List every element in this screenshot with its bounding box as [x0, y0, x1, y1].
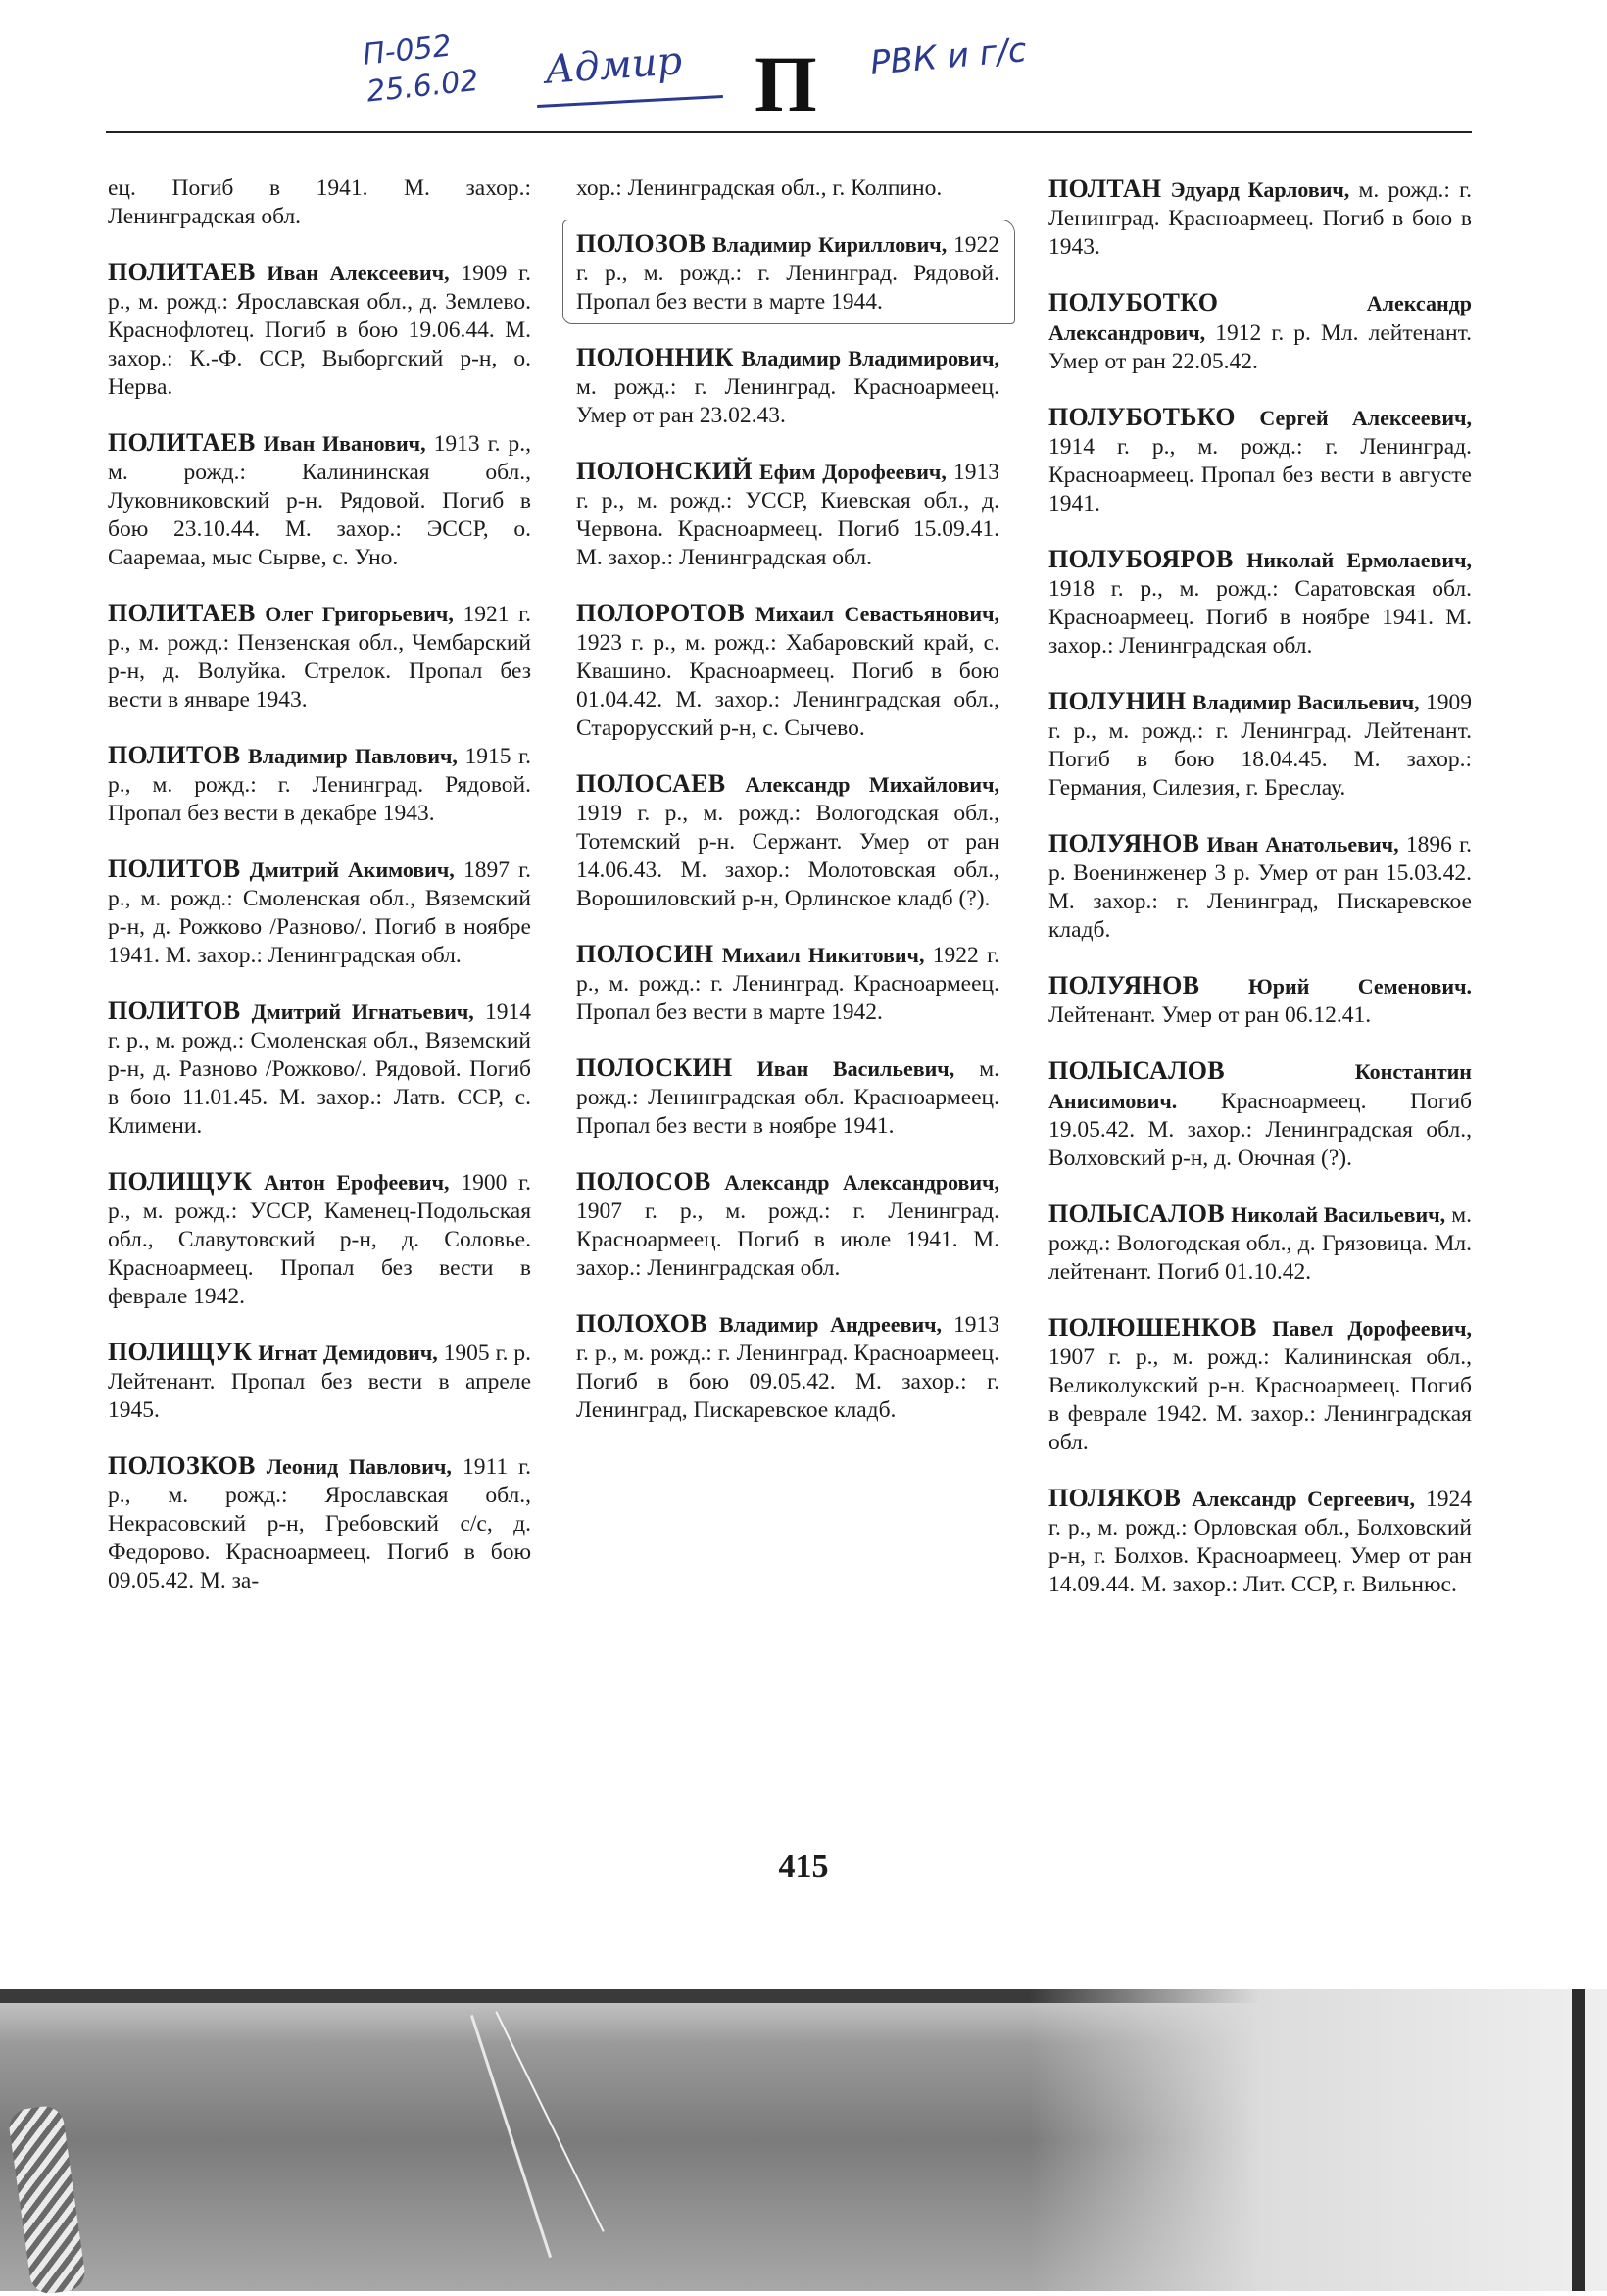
text-column-1 [108, 174, 531, 1622]
entry-text: 1921 г. р., м. рожд.: Пензенская обл., Чембарский р-н, д. Волуйка. Стрелок. Пропал без вести в январе 1943. [108, 602, 531, 712]
entry-given-names: Иван Васильевич, [756, 1056, 955, 1081]
entry-surname: ПОЛИТАЕВ [108, 258, 256, 286]
entry-surname: ПОЛОСКИН [576, 1053, 733, 1082]
entry-text: хор.: Ленинградская обл., г. Колпино. [576, 175, 943, 201]
entry [108, 997, 531, 1141]
entry-given-names: Александр Александрович, [724, 1170, 1000, 1195]
entry [576, 940, 999, 1027]
entry [1048, 829, 1472, 945]
entry-surname: ПОЛОЗОВ [576, 229, 706, 258]
entry [576, 229, 999, 317]
entry [1048, 687, 1472, 803]
entry-surname: ПОЛУНИН [1048, 687, 1187, 715]
entry-given-names: Леонид Павлович, [266, 1454, 452, 1479]
entry-continuation [108, 174, 531, 231]
entry-text: 1905 г. р. Лейтенант. Пропал без вести в апреле 1945. [108, 1341, 532, 1423]
entry [1048, 288, 1472, 376]
entry [1048, 1199, 1472, 1287]
entry-given-names: Дмитрий Акимович, [249, 857, 455, 882]
signature-underline [537, 95, 723, 108]
entry-surname: ПОЛИТОВ [108, 741, 241, 769]
entry-surname: ПОЛИТАЕВ [108, 599, 256, 627]
text-column-2 [576, 174, 999, 1451]
entry [108, 1451, 531, 1595]
entry-text: Лейтенант. Умер от ран 06.12.41. [1048, 1002, 1372, 1028]
entry [1048, 545, 1472, 660]
entry-given-names: Владимир Владимирович, [741, 346, 999, 370]
entry-surname: ПОЛУЯНОВ [1048, 829, 1200, 857]
entry [1048, 174, 1472, 262]
entry-surname: ПОЛОНСКИЙ [576, 457, 753, 485]
entry [576, 343, 999, 430]
entry-surname: ПОЛОРОТОВ [576, 599, 745, 627]
entry [108, 741, 531, 828]
entry-surname: ПОЛЯКОВ [1048, 1484, 1182, 1512]
entry-text: 1907 г. р., м. рожд.: Калининская обл., Великолукский р-н. Красноармеец. Погиб в феврале 1942. М. захор.: Ленинградская обл. [1048, 1344, 1472, 1455]
entry-given-names: Павел Дорофеевич, [1272, 1316, 1473, 1341]
entry-surname: ПОЛЮШЕНКОВ [1048, 1313, 1257, 1342]
entry-text: 1919 г. р., м. рожд.: Вологодская обл., Тотемский р-н. Сержант. Умер от ран 14.06.43. М. захор.: Молотовская обл., Ворошиловский р-н, Орлинское кладб (?). [576, 801, 999, 911]
entry [576, 457, 999, 572]
entry-given-names: Иван Иванович, [263, 431, 426, 456]
entry [108, 258, 531, 402]
entry-text: Красноармеец. Погиб 19.05.42. М. захор.: Ленинградская обл., Волховский р-н, д. Оючная (?). [1048, 1089, 1472, 1171]
entry-surname: ПОЛИЩУК [108, 1167, 253, 1196]
handwritten-signature: Адмир [543, 38, 684, 93]
text-column-3 [1048, 174, 1472, 1626]
entry-given-names: Игнат Демидович, [258, 1341, 438, 1365]
entry [576, 1053, 999, 1141]
entry-surname: ПОЛОННИК [576, 343, 734, 371]
entry [1048, 1484, 1472, 1599]
entry-given-names: Владимир Васильевич, [1192, 690, 1420, 714]
entry [108, 599, 531, 714]
entry-given-names: Михаил Никитович, [721, 943, 925, 967]
entry-given-names: Дмитрий Игнатьевич, [251, 1000, 474, 1024]
scanner-background [0, 1989, 1607, 2291]
entry-given-names: Константин Анисимович. [1048, 1059, 1472, 1113]
entry-text: 1918 г. р., м. рожд.: Саратовская обл. Красноармеец. Погиб в ноябре 1941. М. захор.: Ленинградская обл. [1048, 576, 1472, 659]
entry-surname: ПОЛИЩУК [108, 1338, 253, 1366]
scanner-cable [7, 2104, 87, 2296]
entry-text: 1923 г. р., м. рожд.: Хабаровский край, с. Квашино. Красноармеец. Погиб в бою 01.04.42. М. захор.: Ленинградская обл., Старорусский р-н, с. Сычево. [576, 630, 999, 741]
entry-surname: ПОЛУБОТКО [1048, 288, 1219, 317]
entry-text: 1912 г. р. Мл. лейтенант. Умер от ран 22.05.42. [1048, 320, 1473, 374]
entry-text: 1913 г. р., м. рожд.: Калининская обл., Луковниковский р-н. Рядовой. Погиб в бою 23.10.44. М. захор.: ЭССР, о. Сааремаа, мыс Сырве, с. Уно. [108, 431, 531, 570]
section-letter: П [755, 39, 817, 128]
entry-text: 1907 г. р., м. рожд.: г. Ленинград. Красноармеец. Погиб в июле 1941. М. захор.: Ленинградская обл. [576, 1198, 999, 1281]
entry-surname: ПОЛОЗКОВ [108, 1451, 256, 1480]
entry-text: 1896 г. р. Военинженер 3 р. Умер от ран 15.03.42. М. захор.: г. Ленинград, Пискаревское кладб. [1048, 832, 1472, 943]
entry-text: 1911 г. р., м. рожд.: Ярославская обл., Некрасовский р-н, Гребовский с/с, д. Федорово. Красноармеец. Погиб в бою 09.05.42. М. за- [108, 1454, 532, 1593]
entry-text: 1897 г. р., м. рожд.: Смоленская обл., Вяземский р-н, д. Рожково /Разново/. Погиб в ноябре 1941. М. захор.: Ленинградская обл. [108, 857, 532, 968]
entry-given-names: Юрий Семенович. [1248, 974, 1473, 999]
entry-surname: ПОЛОСОВ [576, 1167, 711, 1196]
entry-text: 1909 г. р., м. рожд.: Ярославская обл., д. Землево. Краснофлотец. Погиб в бою 19.06.44. М. захор.: К.-Ф. ССР, Выборгский р-н, о. Нерва. [108, 261, 532, 400]
entry [108, 428, 531, 572]
entry-given-names: Николай Ермолаевич, [1246, 548, 1472, 572]
entry-text: м. рожд.: Вологодская обл., д. Грязовица. Мл. лейтенант. Погиб 01.10.42. [1048, 1202, 1473, 1285]
entry-given-names: Владимир Андреевич, [718, 1312, 943, 1337]
entry-text: 1922 г. р., м. рожд.: г. Ленинград. Красноармеец. Пропал без вести в марте 1942. [576, 943, 999, 1025]
entry-text: 1915 г. р., м. рожд.: г. Ленинград. Рядовой. Пропал без вести в декабре 1943. [108, 744, 532, 826]
entry-surname: ПОЛОСИН [576, 940, 714, 968]
entry-surname: ПОЛИТОВ [108, 855, 241, 883]
entry [108, 1338, 531, 1425]
entry [1048, 971, 1472, 1030]
entry-given-names: Владимир Павлович, [248, 744, 458, 768]
scanner-lid-highlight [1029, 1989, 1607, 2291]
page-number: 415 [778, 1848, 829, 1884]
entry [1048, 1313, 1472, 1457]
entry-given-names: Иван Анатольевич, [1206, 832, 1399, 856]
scanner-crease [470, 2015, 552, 2258]
entry-surname: ПОЛТАН [1048, 174, 1162, 203]
entry-given-names: Владимир Кириллович, [711, 232, 948, 257]
entry-text: 1900 г. р., м. рожд.: УССР, Каменец-Подольская обл., Славутовский р-н, д. Соловье. Красноармеец. Пропал без вести в феврале 1942. [108, 1170, 532, 1309]
entry [576, 1167, 999, 1283]
entry [576, 769, 999, 913]
entry-surname: ПОЛОСАЕВ [576, 769, 726, 798]
entry-text: ец. Погиб в 1941. М. захор.: Ленинградская обл. [108, 175, 531, 229]
header-rule [106, 131, 1472, 133]
entry-text: 1913 г. р., м. рожд.: УССР, Киевская обл., д. Червона. Красноармеец. Погиб 15.09.41. М. захор.: Ленинградская обл. [576, 460, 999, 570]
entry-given-names: Олег Григорьевич, [265, 602, 454, 626]
entry [576, 1309, 999, 1425]
handwritten-note-left [361, 22, 514, 111]
entry-surname: ПОЛЫСАЛОВ [1048, 1199, 1225, 1228]
entry-text: м. рожд.: г. Ленинград. Красноармеец. Погиб в бою в 1943. [1048, 177, 1473, 260]
entry [108, 1167, 531, 1311]
entry-surname: ПОЛИТАЕВ [108, 428, 256, 457]
entry-surname: ПОЛУБОТЬКО [1048, 403, 1236, 431]
entry-continuation [576, 174, 999, 203]
entry-text: 1924 г. р., м. рожд.: Орловская обл., Болховский р-н, г. Болхов. Красноармеец. Умер от ран 14.09.44. М. захор.: Лит. ССР, г. Вильнюс. [1048, 1487, 1472, 1597]
entry-given-names: Антон Ерофеевич, [264, 1170, 450, 1195]
entry-text: 1913 г. р., м. рожд.: г. Ленинград. Красноармеец. Погиб в бою 09.05.42. М. захор.: г. Ленинград, Пискаревское кладб. [576, 1312, 1000, 1423]
entry-text: м. рожд.: г. Ленинград. Красноармеец. Умер от ран 23.02.43. [576, 374, 999, 428]
entry-given-names: Сергей Алексеевич, [1259, 406, 1473, 430]
entry-surname: ПОЛИТОВ [108, 997, 241, 1025]
entry-text: м. рожд.: Ленинградская обл. Красноармеец. Пропал без вести в ноябре 1941. [576, 1056, 999, 1139]
entry-surname: ПОЛОХОВ [576, 1309, 707, 1338]
entry-surname: ПОЛУЯНОВ [1048, 971, 1200, 1000]
entry [108, 855, 531, 970]
entry [576, 599, 999, 743]
entry-text: 1909 г. р., м. рожд.: г. Ленинград. Лейтенант. Погиб в бою 18.04.45. М. захор.: Германия, Силезия, г. Бреслау. [1048, 690, 1472, 801]
handwritten-note-right: РВК и г/с [868, 30, 1029, 83]
entry-given-names: Эдуард Карлович, [1170, 177, 1350, 202]
entry-text: 1914 г. р., м. рожд.: г. Ленинград. Красноармеец. Пропал без вести в августе 1941. [1048, 434, 1472, 516]
page-header [0, 0, 1607, 137]
handwritten-code: П-052 [361, 28, 454, 73]
entry-given-names: Иван Алексеевич, [267, 261, 450, 285]
scanner-crease-2 [495, 2011, 604, 2232]
handwritten-date: 25.6.02 [365, 63, 481, 110]
entry-given-names: Александр Александрович, [1048, 291, 1472, 345]
entry-given-names: Александр Михайлович, [745, 772, 1000, 797]
entry-given-names: Александр Сергеевич, [1192, 1487, 1415, 1511]
entry-text: 1922 г. р., м. рожд.: г. Ленинград. Рядовой. Пропал без вести в марте 1944. [576, 232, 1000, 315]
entry-given-names: Николай Васильевич, [1231, 1202, 1446, 1227]
entry-surname: ПОЛУБОЯРОВ [1048, 545, 1234, 573]
entry [1048, 1056, 1472, 1173]
entry-text: 1914 г. р., м. рожд.: Смоленская обл., Вяземский р-н, д. Разново /Рожково/. Рядовой. Погиб в бою 11.01.45. М. захор.: Латв. ССР, с. Климени. [108, 1000, 531, 1139]
entry [1048, 403, 1472, 518]
entry-surname: ПОЛЫСАЛОВ [1048, 1056, 1225, 1085]
scanner-edge [1572, 1989, 1585, 2291]
entry-given-names: Ефим Дорофеевич, [758, 460, 947, 484]
entry-given-names: Михаил Севастьянович, [755, 602, 1000, 626]
